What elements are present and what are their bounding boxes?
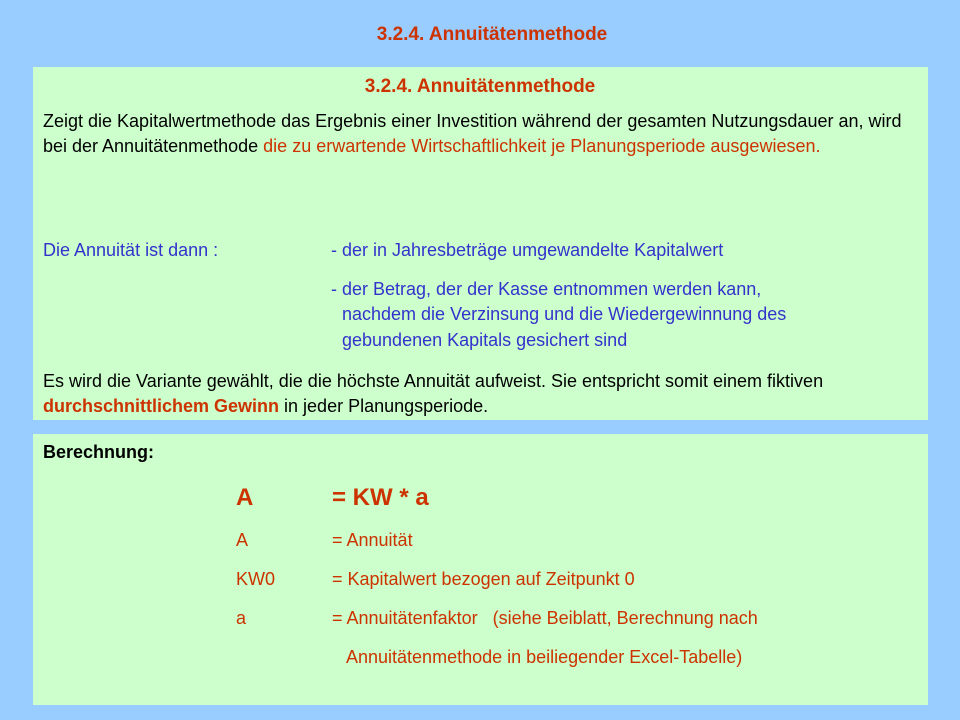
intro-text: Zeigt die Kapitalwertmethode das Ergebnis einer Investition während der gesamten Nutzungsdauer an, wird bei der Annuitätenmethode bbox=[43, 111, 902, 156]
definition-symbol: KW0 bbox=[236, 569, 276, 589]
conclusion-text: Es wird die Variante gewählt, die die höchste Annuität aufweist. Sie entspricht somit einem fiktiven bbox=[43, 371, 824, 391]
definition-continuation: Annuitätenmethode in beiliegender Excel-Tabelle) bbox=[346, 647, 743, 667]
intro-paragraph bbox=[43, 109, 913, 159]
annuity-item-1: - der in Jahresbeträge umgewandelte Kapitalwert bbox=[331, 240, 724, 260]
definition-symbol: A bbox=[236, 530, 249, 550]
annuity-item-2-line-2: nachdem die Verzinsung und die Wiedergewinnung des bbox=[342, 304, 787, 324]
definition-text: = Annuität bbox=[332, 530, 413, 550]
conclusion-highlight: durchschnittlichem Gewinn bbox=[43, 396, 280, 416]
panel-title: 3.2.4. Annuitätenmethode bbox=[364, 76, 596, 97]
slide-title: 3.2.4. Annuitätenmethode bbox=[376, 24, 608, 45]
formula-lhs: A bbox=[236, 484, 254, 511]
formula-rhs: = KW * a bbox=[332, 484, 429, 511]
intro-highlight: die zu erwartende Wirtschaftlichkeit je Planungsperiode ausgewiesen. bbox=[263, 136, 821, 156]
conclusion-paragraph bbox=[43, 369, 913, 419]
definition-text: = Kapitalwert bezogen auf Zeitpunkt 0 bbox=[332, 569, 635, 589]
annuity-item-2-line-1: - der Betrag, der der Kasse entnommen werden kann, bbox=[331, 279, 762, 299]
intro-panel bbox=[33, 67, 928, 420]
definition-text: = Annuitätenfaktor (siehe Beiblatt, Berechnung nach bbox=[332, 608, 758, 628]
calculation-panel bbox=[33, 434, 928, 705]
definition-symbol: a bbox=[236, 608, 247, 628]
calculation-label: Berechnung: bbox=[43, 442, 155, 462]
annuity-label: Die Annuität ist dann : bbox=[43, 240, 219, 260]
conclusion-end: in jeder Planungsperiode. bbox=[279, 396, 489, 416]
annuity-item-2-line-3: gebundenen Kapitals gesichert sind bbox=[342, 330, 628, 350]
